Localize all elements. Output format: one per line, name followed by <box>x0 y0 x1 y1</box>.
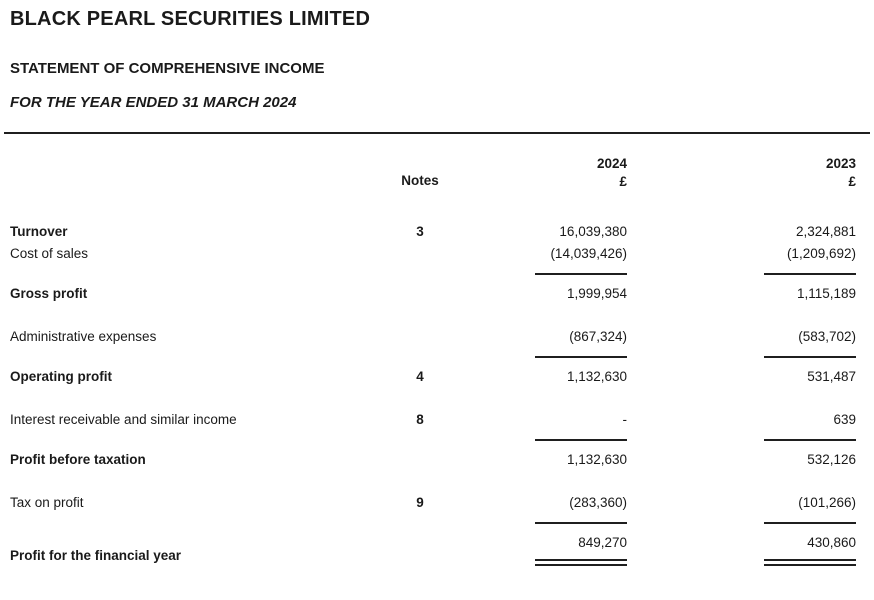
header-year-2024: 2024 <box>596 156 627 171</box>
amount-2023: 2,324,881 <box>795 224 856 239</box>
subtotal-rule <box>764 439 856 441</box>
table-header-row <box>10 155 856 191</box>
amount-2024: 1,999,954 <box>566 286 627 301</box>
row-label: Tax on profit <box>10 495 84 510</box>
amount-2024: 849,270 <box>578 535 627 550</box>
header-currency-2023: £ <box>848 174 856 189</box>
note-ref: 3 <box>416 224 424 239</box>
subtotal-rule <box>535 439 627 441</box>
amount-2024: (867,324) <box>569 329 627 344</box>
row-administrative-expenses <box>10 327 856 347</box>
row-turnover <box>10 222 856 242</box>
row-label: Gross profit <box>10 286 88 301</box>
amount-2024: (14,039,426) <box>550 246 627 261</box>
row-label: Profit for the financial year <box>10 548 182 563</box>
subtotal-rule <box>535 273 627 275</box>
amount-2023: (583,702) <box>798 329 856 344</box>
amount-2023: (101,266) <box>798 495 856 510</box>
period-title: FOR THE YEAR ENDED 31 MARCH 2024 <box>10 94 297 111</box>
grand-total-double-rule <box>764 559 856 566</box>
header-year-prior <box>627 155 856 191</box>
statement-title: STATEMENT OF COMPREHENSIVE INCOME <box>10 60 325 77</box>
amount-2023: 531,487 <box>807 369 856 384</box>
row-label: Turnover <box>10 224 68 239</box>
grand-total-double-rule <box>535 559 627 566</box>
row-label: Profit before taxation <box>10 452 146 467</box>
header-year-2023: 2023 <box>825 156 856 171</box>
subtotal-rule <box>764 273 856 275</box>
subtotal-rule <box>535 522 627 524</box>
row-interest-receivable <box>10 410 856 430</box>
row-operating-profit <box>10 356 856 387</box>
row-profit-before-taxation <box>10 439 856 470</box>
amount-2024: 1,132,630 <box>566 452 627 467</box>
row-tax-on-profit <box>10 493 856 513</box>
amount-2024: 1,132,630 <box>566 369 627 384</box>
amount-2023: 639 <box>833 412 856 427</box>
row-label: Cost of sales <box>10 246 89 261</box>
company-name: BLACK PEARL SECURITIES LIMITED <box>10 8 371 30</box>
header-notes: Notes <box>401 173 439 188</box>
subtotal-rule <box>535 356 627 358</box>
row-gross-profit <box>10 273 856 304</box>
amount-2024: 16,039,380 <box>559 224 627 239</box>
subtotal-rule <box>764 356 856 358</box>
row-label: Administrative expenses <box>10 329 157 344</box>
row-cost-of-sales <box>10 244 856 264</box>
note-ref: 9 <box>416 495 424 510</box>
note-ref: 8 <box>416 412 424 427</box>
header-year-current <box>455 155 627 191</box>
note-ref: 4 <box>416 369 424 384</box>
amount-2024: (283,360) <box>569 495 627 510</box>
amount-2023: 1,115,189 <box>796 286 856 301</box>
row-profit-for-financial-year <box>10 522 856 566</box>
amount-2023: 532,126 <box>807 452 856 467</box>
header-currency-2024: £ <box>619 174 627 189</box>
row-label: Operating profit <box>10 369 112 384</box>
row-label: Interest receivable and similar income <box>10 412 237 427</box>
amount-2023: 430,860 <box>807 535 856 550</box>
amount-2024: - <box>622 412 627 427</box>
header-divider-rule <box>4 132 870 134</box>
amount-2023: (1,209,692) <box>786 246 856 261</box>
subtotal-rule <box>764 522 856 524</box>
